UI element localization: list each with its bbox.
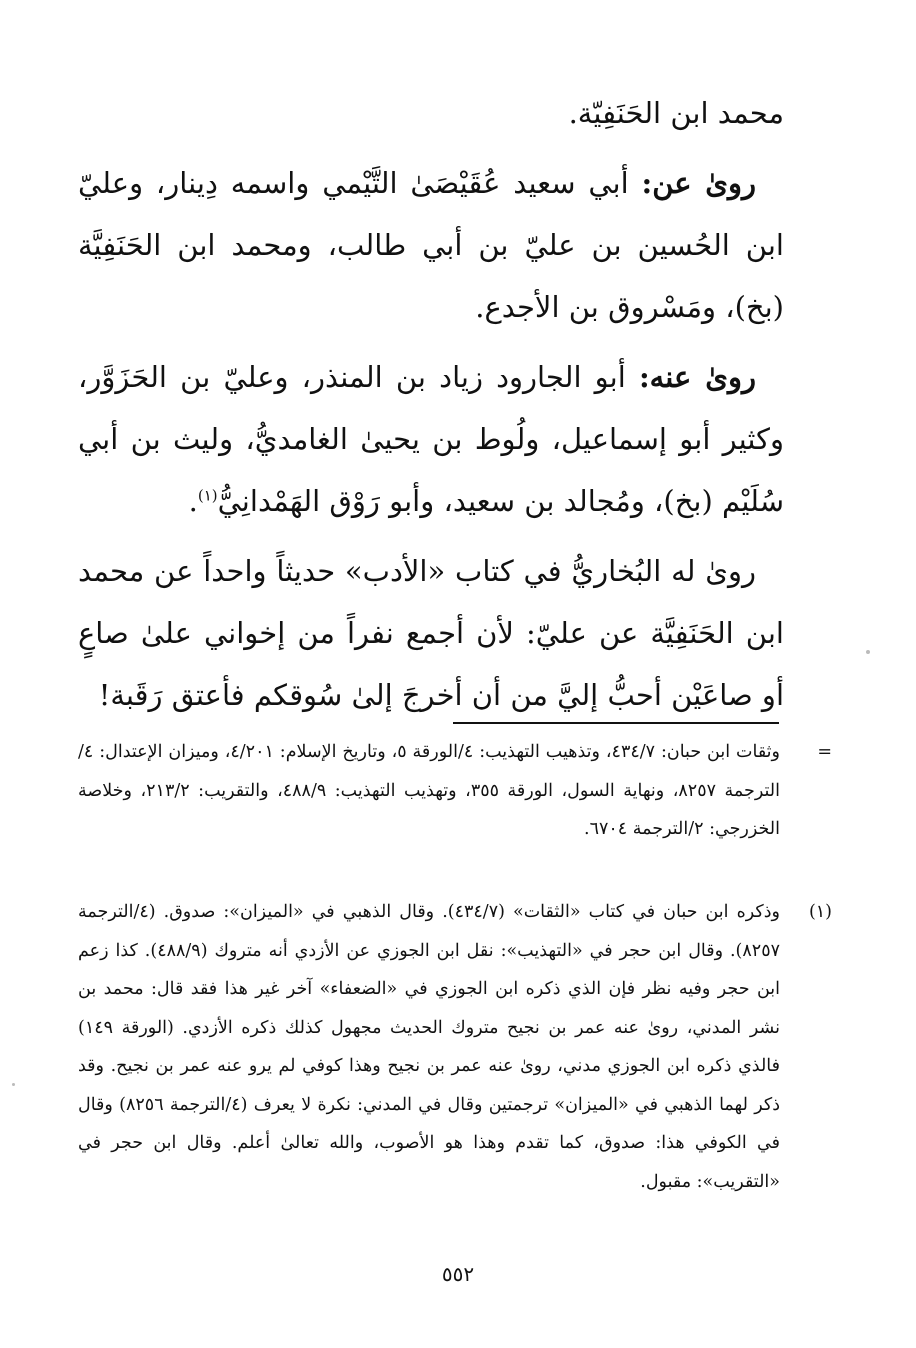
rawa-an-paragraph: [78, 152, 784, 338]
scan-speck: [12, 1083, 15, 1086]
footnote-reference: (١): [197, 486, 218, 505]
bukhari-paragraph: روىٰ له البُخاريُّ في كتاب «الأدب» حديثاً واحداً عن محمد ابن الحَنَفِيَّة عن عليّ: لأن أجمع نفراً من إخواني علىٰ صاعٍ أو صاعَيْن أحبُّ إليَّ من أن أخرجَ إلىٰ سُوقكم فأعتق رَقَبة!: [78, 554, 784, 712]
page-number: ٥٥٢: [441, 1262, 475, 1286]
scan-speck: [866, 650, 870, 654]
main-text: [78, 82, 784, 726]
footnote-separator: [453, 722, 779, 724]
footnote-1-text: وذكره ابن حبان في كتاب «الثقات» (٤٣٤/٧). وقال الذهبي في «الميزان»: صدوق. (٤/الترجمة ٨٢٥٧). وقال ابن حجر في «التهذيب»: نقل ابن الجوزي عن الأزدي أنه متروك (٤٨٨/٩). كذا زعم ابن حجر وفيه نظر فإن الذي ذكره ابن الجوزي في «الضعفاء» آخر غير هذا فقد قال: محمد بن نشر المدني، روىٰ عنه عمر بن نجيح متروك الحديث مجهول كذلك ذكره الأزدي. (الورقة ١٤٩) فالذي ذكره ابن الجوزي مدني، روىٰ عنه عمر بن نجيح وهذا كوفي لم يرو عنه عمر بن نجيح. وقد ذكر لهما الذهبي في «الميزان» ترجمتين وقال في المدني: نكرة لا يعرف (٤/الترجمة ٨٢٥٦) وقال في الكوفي هذا: صدوق، كما تقدم وهذا هو الأصوب، والله تعالىٰ أعلم. وقال ابن حجر في «التقريب»: مقبول.: [78, 902, 781, 1192]
footnote-1-marker: (١): [808, 902, 832, 922]
footnote-continued-text: وثقات ابن حبان: ٤٣٤/٧، وتذهيب التهذيب: ٤/الورقة ٥، وتاريخ الإسلام: ٤/٢٠١، وميزان الإعتدال: ٤/الترجمة ٨٢٥٧، ونهاية السول، الورقة ٣٥٥، وتهذيب التهذيب: ٤٨٨/٩، والتقريب: ٢١٣/٢، وخلاصة الخزرجي: ٢/الترجمة ٦٧٠٤.: [78, 742, 780, 839]
rawa-anhu-end: .: [188, 484, 198, 518]
rawa-anhu-label: روىٰ عنه:: [638, 360, 757, 394]
footnote-1: [78, 893, 832, 1201]
header-line: محمد ابن الحَنَفِيّة.: [568, 96, 784, 130]
footnote-continued-marker: =: [817, 742, 832, 762]
rawa-an-label: روىٰ عن:: [641, 166, 757, 200]
rawa-anhu-paragraph: [78, 346, 784, 532]
rawa-anhu-text: أبو الجارود زياد بن المنذر، وعليّ بن الحَزَوَّر، وكثير أبو إسماعيل، ولُوط بن يحيىٰ الغامديُّ، وليث بن أبي سُلَيْم (بخ)، ومُجالد بن سعيد، وأبو رَوْق الهَمْدانِيُّ: [78, 360, 784, 518]
footnote-continued: [78, 733, 832, 849]
rawa-an-text: أبي سعيد عُقَيْصَىٰ التَّيْمي واسمه دِينار، وعليّ ابن الحُسين بن عليّ بن أبي طالب، ومحمد ابن الحَنَفِيَّة (بخ)، ومَسْروق بن الأجدع.: [78, 166, 784, 324]
